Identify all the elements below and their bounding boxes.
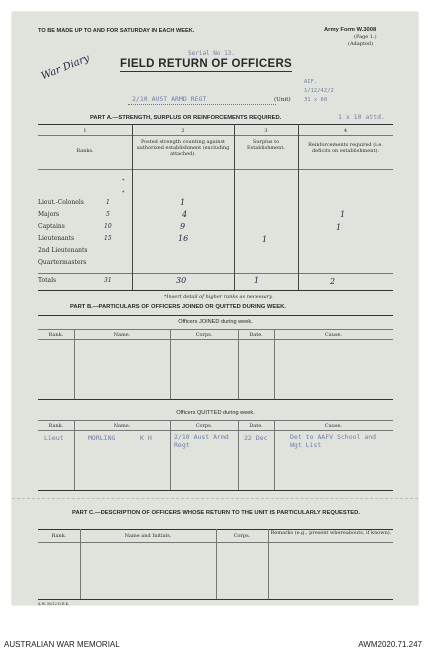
posted-lieutenants: 16 bbox=[178, 234, 189, 243]
part-a-rule-bottom bbox=[38, 290, 393, 291]
quitted-rank-value: Lieut bbox=[44, 434, 64, 442]
quitted-col-line-1 bbox=[74, 420, 75, 490]
serial-number: Serial No 13. bbox=[188, 50, 235, 57]
page-number: (Page 1.) bbox=[354, 34, 377, 40]
star-marker-1: * bbox=[122, 178, 125, 184]
rank-label: Lieut.-Colonels bbox=[38, 199, 84, 206]
part-b-title: PART B.—PARTICULARS OF OFFICERS JOINED OR QUITTED DURING WEEK. bbox=[70, 304, 286, 310]
rank-row-quartermasters: Quartermasters bbox=[38, 259, 87, 266]
totals-reinforcements: 2 bbox=[330, 277, 336, 286]
part-c-title: PART C.—DESCRIPTION OF OFFICERS WHOSE RETURN TO THE UNIT IS PARTICULARLY REQUESTED. bbox=[72, 510, 360, 516]
part-c-col-line-1 bbox=[80, 529, 81, 599]
rank-row-lieutenants bbox=[38, 235, 112, 242]
part-c-rule-bottom bbox=[38, 599, 393, 600]
quitted-cause-value: Det to AAFV School and Wgt List bbox=[290, 433, 377, 449]
col-header-posted: Posted strength counting against authorized establishment (excluding attached). bbox=[136, 139, 230, 157]
unit-value: 2/10 AUST ARMD REGT bbox=[132, 95, 207, 103]
reinforcements-captains: 1 bbox=[336, 223, 342, 232]
part-b-rule-top bbox=[38, 315, 393, 316]
unit-dotted-line bbox=[128, 104, 276, 105]
quitted-header-rule bbox=[38, 430, 393, 431]
rank-row-majors bbox=[38, 211, 110, 218]
unit-ref-2: 1/12/42/2 bbox=[304, 88, 334, 94]
joined-title: Officers JOINED during week. bbox=[178, 319, 253, 325]
col-header-surplus: Surplus to Establishment. bbox=[247, 139, 285, 151]
totals-posted: 30 bbox=[176, 276, 187, 285]
quitted-col-cause: Cause. bbox=[324, 423, 343, 429]
part-c-col-remarks: Remarks (e.g., present whereabouts, if known). bbox=[270, 530, 392, 536]
joined-col-rank: Rank. bbox=[48, 332, 64, 338]
col-number-4: 4 bbox=[343, 128, 348, 134]
unit-label: (Unit) bbox=[274, 97, 291, 103]
rank-row-2nd-lieutenants: 2nd Lieutenants bbox=[38, 247, 88, 254]
totals-surplus: 1 bbox=[254, 276, 260, 285]
unit-ref-1: AIF. bbox=[304, 79, 318, 85]
footer-credit: AUSTRALIAN WAR MEMORIAL bbox=[4, 640, 120, 649]
quitted-col-name: Name. bbox=[113, 423, 131, 429]
joined-col-cause: Cause. bbox=[324, 332, 343, 338]
joined-col-date: Date. bbox=[249, 332, 263, 338]
quitted-name-value: MORLING bbox=[88, 434, 116, 442]
establishment-value: 1 bbox=[106, 199, 110, 206]
rank-label: Lieutenants bbox=[38, 235, 75, 242]
part-a-rule-totals bbox=[38, 273, 393, 274]
joined-header-rule bbox=[38, 339, 393, 340]
part-c-col-line-2 bbox=[216, 529, 217, 599]
establishment-value: 15 bbox=[104, 235, 112, 242]
establishment-value: 5 bbox=[106, 211, 110, 218]
quitted-col-date: Date. bbox=[249, 423, 263, 429]
part-a-rule-nums bbox=[38, 135, 393, 136]
quitted-col-corps: Corps. bbox=[195, 423, 213, 429]
totals-row bbox=[38, 277, 112, 284]
posted-majors: 4 bbox=[182, 210, 188, 219]
col-header-reinforcements: Reinforcements required (i.e. deficits on establishment). bbox=[308, 142, 383, 154]
surplus-lieutenants: 1 bbox=[262, 235, 268, 244]
part-a-rule-headers bbox=[38, 169, 393, 170]
form-name: Army Form W.3008 bbox=[324, 27, 377, 33]
quitted-corps-value: 2/10 Aust Armd Regt bbox=[174, 433, 229, 449]
instruction-text: TO BE MADE UP TO AND FOR SATURDAY IN EACH WEEK. bbox=[38, 28, 195, 34]
posted-captains: 9 bbox=[180, 222, 186, 231]
rank-row-captains bbox=[38, 223, 112, 230]
rank-label: Captains bbox=[38, 223, 65, 230]
part-c-col-corps: Corps. bbox=[233, 533, 251, 539]
rank-label: Majors bbox=[38, 211, 60, 218]
print-code: A.W. 50/12 D.E.K. bbox=[38, 602, 70, 606]
part-a-col-line-3 bbox=[298, 124, 299, 290]
part-a-footnote: *Insert detail of higher ranks as necessary. bbox=[164, 294, 273, 300]
joined-col-line-4 bbox=[274, 329, 275, 399]
col-number-1: 1 bbox=[83, 128, 87, 134]
quitted-rule-bottom bbox=[38, 490, 393, 491]
totals-establishment: 31 bbox=[104, 277, 112, 284]
quitted-col-line-4 bbox=[274, 420, 275, 490]
unit-ref-3: 31 x 60 bbox=[304, 97, 328, 103]
col-number-2: 2 bbox=[181, 128, 185, 134]
adapted-note: (Adapted) bbox=[348, 41, 374, 47]
part-a-rule-top bbox=[38, 124, 393, 125]
part-c-col-rank: Rank. bbox=[51, 533, 67, 539]
joined-col-name: Name. bbox=[113, 332, 131, 338]
col-header-ranks: Ranks. bbox=[76, 148, 94, 154]
part-c-col-name: Name and Initials. bbox=[124, 533, 172, 539]
joined-col-line-1 bbox=[74, 329, 75, 399]
col-number-3: 3 bbox=[264, 128, 268, 134]
totals-label: Totals bbox=[38, 277, 57, 284]
part-c-col-line-3 bbox=[268, 529, 269, 599]
part-a-title: PART A.—STRENGTH, SURPLUS OR REINFORCEMENTS REQUIRED. bbox=[90, 115, 282, 121]
joined-col-line-2 bbox=[170, 329, 171, 399]
joined-rule-bottom bbox=[38, 399, 393, 400]
footer-accession-number: AWM2020.71.247 bbox=[358, 640, 422, 649]
part-a-col-line-1 bbox=[132, 124, 133, 290]
joined-col-corps: Corps. bbox=[195, 332, 213, 338]
posted-lieut-colonels: 1 bbox=[180, 198, 186, 207]
reinforcements-majors: 1 bbox=[340, 210, 346, 219]
fold-line bbox=[12, 498, 418, 499]
unit-ref-4: 1 x 10 attd. bbox=[338, 113, 385, 121]
quitted-col-rank: Rank. bbox=[48, 423, 64, 429]
rank-row-lieut-colonels bbox=[38, 199, 110, 206]
quitted-rule bbox=[38, 420, 393, 421]
handwritten-note: War Diary bbox=[39, 52, 92, 83]
form-page bbox=[12, 12, 418, 605]
joined-col-line-3 bbox=[238, 329, 239, 399]
establishment-value: 10 bbox=[104, 223, 112, 230]
part-a-col-line-2 bbox=[234, 124, 235, 290]
quitted-date-value: 22 Dec bbox=[244, 434, 268, 442]
quitted-initials-value: K H bbox=[140, 434, 152, 442]
star-marker-2: * bbox=[122, 190, 125, 196]
joined-rule bbox=[38, 329, 393, 330]
quitted-title: Officers QUITTED during week. bbox=[176, 410, 255, 416]
quitted-col-line-2 bbox=[170, 420, 171, 490]
quitted-col-line-3 bbox=[238, 420, 239, 490]
form-title: FIELD RETURN OF OFFICERS bbox=[120, 58, 293, 70]
